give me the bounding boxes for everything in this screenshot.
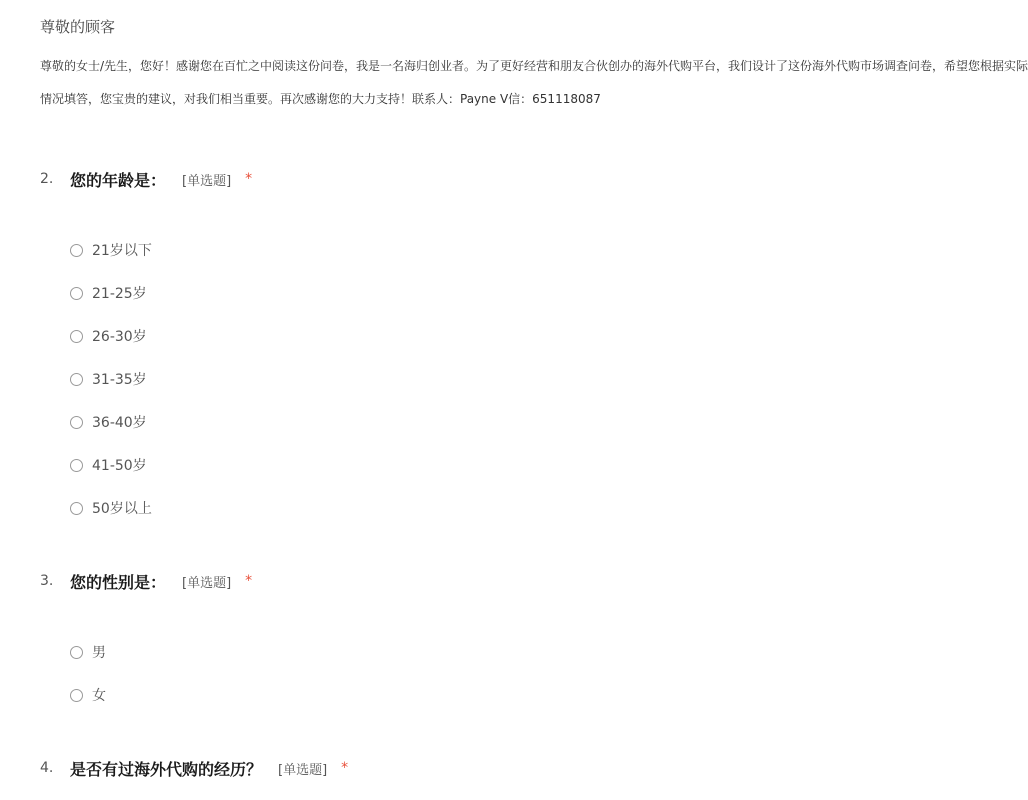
option-label: 21岁以下 [92, 243, 152, 259]
option-label: 26-30岁 [92, 329, 147, 345]
age-option-21-25[interactable] [70, 283, 147, 303]
radio-button[interactable] [70, 459, 83, 472]
age-option-36-40[interactable] [70, 412, 147, 432]
age-option-41-50[interactable] [70, 455, 147, 475]
radio-button[interactable] [70, 502, 83, 515]
option-label: 男 [92, 645, 106, 661]
option-label: 41-50岁 [92, 458, 147, 474]
question-number: 4. [40, 760, 54, 776]
question-age [40, 168, 252, 190]
radio-button[interactable] [70, 330, 83, 343]
question-number: 3. [40, 573, 54, 589]
option-label: 女 [92, 688, 106, 704]
required-mark: * [245, 171, 253, 187]
question-overseas-purchase [40, 757, 348, 779]
radio-button[interactable] [70, 416, 83, 429]
age-option-26-30[interactable] [70, 326, 147, 346]
radio-button[interactable] [70, 287, 83, 300]
radio-button[interactable] [70, 689, 83, 702]
survey-greeting: 尊敬的顾客 [40, 18, 116, 36]
survey-intro-line2: 情况填答，您宝贵的建议，对我们相当重要。再次感谢您的大力支持！联系人：Payne V信：651118087 [40, 92, 601, 106]
survey-intro-line1: 尊敬的女士/先生，您好！感谢您在百忙之中阅读这份问卷，我是一名海归创业者。为了更好经营和朋友合伙创办的海外代购平台，我们设计了这份海外代购市场调查问卷，希望您根据实际 [40, 59, 1028, 73]
age-option-over50[interactable] [70, 498, 152, 518]
option-label: 31-35岁 [92, 372, 147, 388]
gender-option-female[interactable] [70, 685, 106, 705]
radio-button[interactable] [70, 373, 83, 386]
radio-button[interactable] [70, 244, 83, 257]
age-option-31-35[interactable] [70, 369, 147, 389]
option-label: 36-40岁 [92, 415, 147, 431]
question-type: [单选题] [182, 575, 232, 591]
question-title: 您的年龄是： [70, 170, 167, 190]
gender-option-male[interactable] [70, 642, 106, 662]
question-number: 2. [40, 171, 54, 187]
question-title: 是否有过海外代购的经历？ [70, 759, 263, 779]
required-mark: * [341, 760, 349, 776]
age-option-under21[interactable] [70, 240, 152, 260]
option-label: 21-25岁 [92, 286, 147, 302]
radio-button[interactable] [70, 646, 83, 659]
question-type: [单选题] [182, 173, 232, 189]
question-title: 您的性别是： [70, 572, 167, 592]
option-label: 50岁以上 [92, 501, 152, 517]
question-type: [单选题] [278, 762, 328, 778]
question-gender [40, 570, 252, 592]
required-mark: * [245, 573, 253, 589]
